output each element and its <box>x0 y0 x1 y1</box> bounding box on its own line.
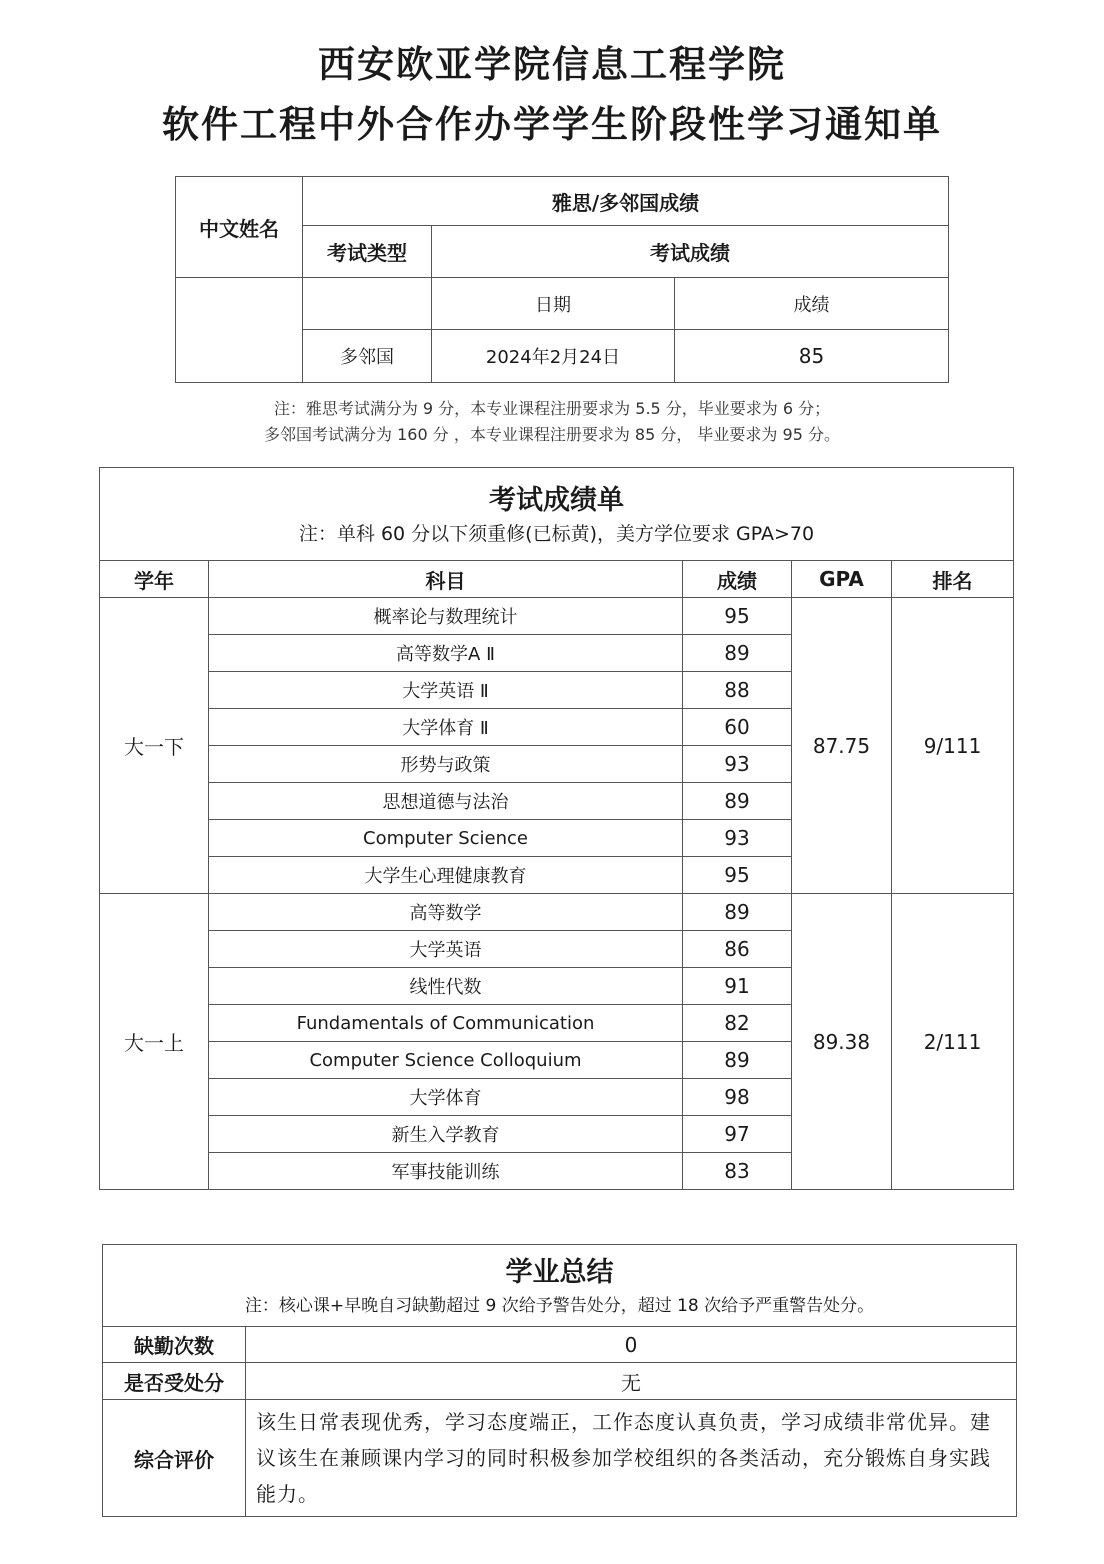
discipline-value: 无 <box>246 1363 1017 1400</box>
course-score: 95 <box>683 857 792 894</box>
course-score: 93 <box>683 820 792 857</box>
chinese-name-label: 中文姓名 <box>176 177 303 278</box>
course-subject: 大学体育 <box>209 1079 683 1116</box>
course-score: 83 <box>683 1153 792 1190</box>
term-name: 大一上 <box>100 894 209 1190</box>
course-subject: 大学英语 Ⅱ <box>209 672 683 709</box>
course-subject: 思想道德与法治 <box>209 783 683 820</box>
course-score: 89 <box>683 635 792 672</box>
col-header-rank: 排名 <box>892 561 1014 598</box>
course-row <box>100 894 1014 931</box>
course-subject: 高等数学 <box>209 894 683 931</box>
term-rank: 9/111 <box>892 598 1014 894</box>
term-gpa: 87.75 <box>792 598 892 894</box>
course-subject: 大学英语 <box>209 931 683 968</box>
exam-grade-label: 成绩 <box>675 278 949 330</box>
course-row <box>100 598 1014 635</box>
course-score: 82 <box>683 1005 792 1042</box>
transcript-table <box>99 467 1014 1190</box>
exam-score-label: 考试成绩 <box>432 226 949 278</box>
transcript-title: 考试成绩单 <box>489 485 624 516</box>
exam-note-line2: 多邻国考试满分为 160 分 ，本专业课程注册要求为 85 分， 毕业要求为 95 分。 <box>264 425 840 444</box>
evaluation-text: 该生日常表现优秀，学习态度端正，工作态度认真负责，学习成绩非常优异。建议该生在兼顾课内学习的同时积极参加学校组织的各类活动，充分锻炼自身实践能力。 <box>246 1400 1017 1517</box>
term-gpa: 89.38 <box>792 894 892 1190</box>
exam-note-line1: 注：雅思考试满分为 9 分，本专业课程注册要求为 5.5 分，毕业要求为 6 分； <box>273 399 831 418</box>
course-subject: 概率论与数理统计 <box>209 598 683 635</box>
course-subject: Computer Science <box>209 820 683 857</box>
col-header-year: 学年 <box>100 561 209 598</box>
course-subject: 形势与政策 <box>209 746 683 783</box>
course-subject: 大学体育 Ⅱ <box>209 709 683 746</box>
exam-section-title: 雅思/多邻国成绩 <box>303 177 949 226</box>
course-score: 98 <box>683 1079 792 1116</box>
exam-type-label: 考试类型 <box>303 226 432 278</box>
course-subject: Fundamentals of Communication <box>209 1005 683 1042</box>
summary-note: 注：核心课+早晚自习缺勤超过 9 次给予警告处分，超过 18 次给予严重警告处分。 <box>244 1295 875 1316</box>
col-header-subject: 科目 <box>209 561 683 598</box>
exam-type-value: 多邻国 <box>303 330 432 383</box>
document-title-line2: 软件工程中外合作办学学生阶段性学习通知单 <box>162 103 942 146</box>
course-score: 89 <box>683 894 792 931</box>
transcript-note: 注：单科 60 分以下须重修(已标黄)，美方学位要求 GPA>70 <box>298 523 815 545</box>
col-header-score: 成绩 <box>683 561 792 598</box>
absence-value: 0 <box>246 1327 1017 1363</box>
exam-type-blank <box>303 278 432 330</box>
summary-title: 学业总结 <box>505 1256 614 1288</box>
course-score: 86 <box>683 931 792 968</box>
course-score: 60 <box>683 709 792 746</box>
exam-date-value: 2024年2月24日 <box>432 330 675 383</box>
course-subject: 高等数学A Ⅱ <box>209 635 683 672</box>
term-name: 大一下 <box>100 598 209 894</box>
course-score: 91 <box>683 968 792 1005</box>
course-subject: 线性代数 <box>209 968 683 1005</box>
course-subject: 军事技能训练 <box>209 1153 683 1190</box>
absence-label: 缺勤次数 <box>103 1327 246 1363</box>
course-subject: 大学生心理健康教育 <box>209 857 683 894</box>
exam-date-label: 日期 <box>432 278 675 330</box>
exam-info-table <box>175 176 949 383</box>
course-score: 97 <box>683 1116 792 1153</box>
evaluation-label: 综合评价 <box>103 1400 246 1517</box>
course-subject: 新生入学教育 <box>209 1116 683 1153</box>
summary-header-cell <box>103 1245 1017 1327</box>
course-score: 88 <box>683 672 792 709</box>
col-header-gpa: GPA <box>792 561 892 598</box>
course-score: 93 <box>683 746 792 783</box>
transcript-body <box>100 598 1014 1190</box>
course-subject: Computer Science Colloquium <box>209 1042 683 1079</box>
exam-score-value: 85 <box>675 330 949 383</box>
document-title-line1: 西安欧亚学院信息工程学院 <box>318 43 786 86</box>
discipline-label: 是否受处分 <box>103 1363 246 1400</box>
chinese-name-value <box>176 278 303 383</box>
summary-table <box>102 1244 1017 1517</box>
course-score: 95 <box>683 598 792 635</box>
course-score: 89 <box>683 783 792 820</box>
transcript-header-cell <box>100 468 1014 561</box>
term-rank: 2/111 <box>892 894 1014 1190</box>
course-score: 89 <box>683 1042 792 1079</box>
